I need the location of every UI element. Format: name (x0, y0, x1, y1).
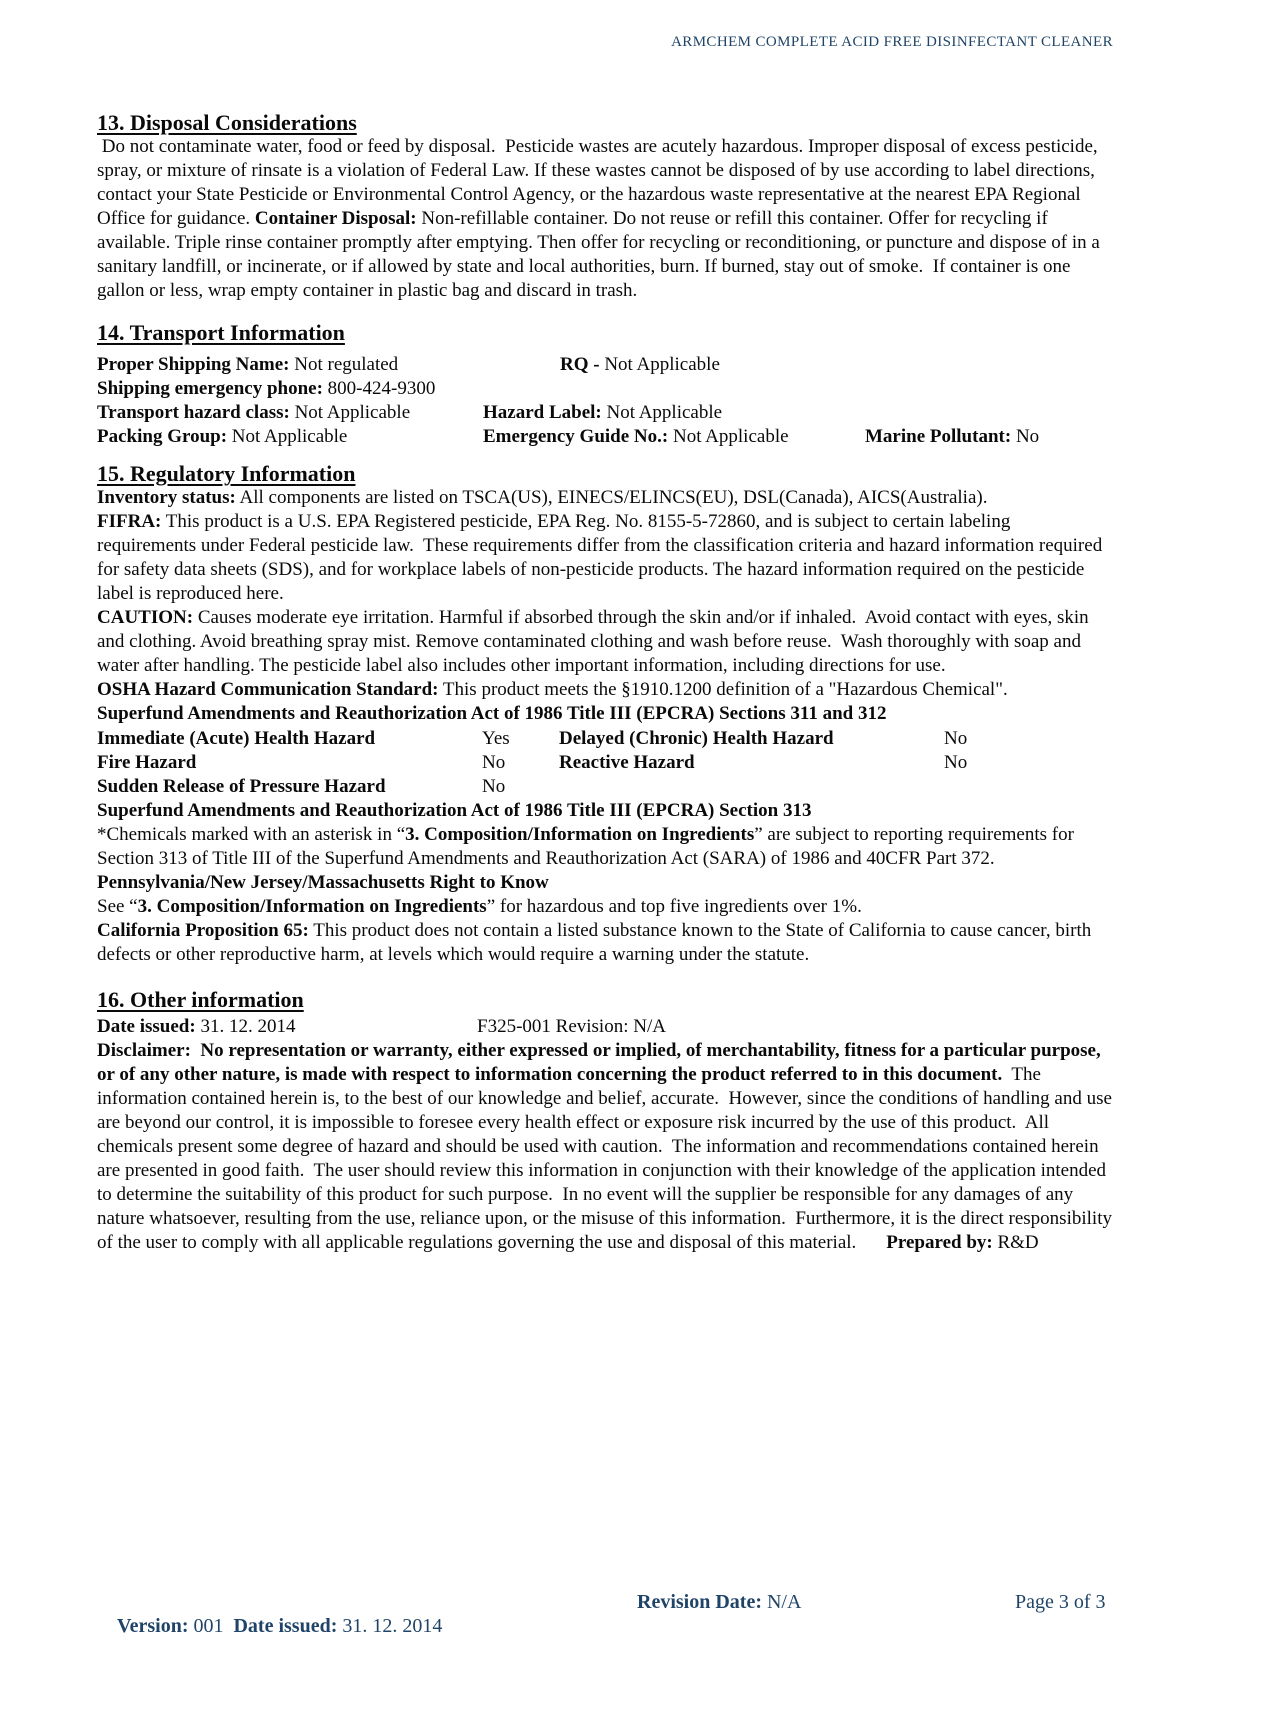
sara-313-heading: Superfund Amendments and Reauthorization Act of 1986 Title III (EPCRA) Section 313 (97, 800, 812, 821)
text-run: See “ (97, 896, 138, 917)
version-label: Version: (117, 1615, 189, 1637)
hazard-value: No (944, 728, 968, 749)
caution-paragraph (97, 606, 1113, 678)
hazard-label: Fire Hazard (97, 752, 197, 773)
text-run: ” are subject to reporting requirements for Section 313 of Title III of the Superfund Amendments and Reauthorization Act (SARA) of 1986 and 40CFR Part 372. (97, 824, 1079, 869)
date-issued-value: 31. 12. 2014 (195, 1016, 296, 1037)
fifra-text: This product is a U.S. EPA Registered pesticide, EPA Reg. No. 8155-5-72860, and is subject to certain labeling requirements under Federal pesticide law. These requirements differ from the classification criteria and hazard information required for safety data sheets (SDS), and for workplace labels of non-pesticide products. The hazard information required on the pesticide label is reproduced here. (97, 511, 1107, 604)
transport-row (97, 377, 1113, 401)
text-run: *Chemicals marked with an asterisk in “ (97, 824, 406, 845)
transport-hazard-class-value: Not Applicable (289, 402, 411, 423)
footer-version-field (117, 1615, 442, 1637)
transport-row (97, 353, 1113, 377)
table-row (97, 727, 1113, 751)
proper-shipping-name-label: Proper Shipping Name: (97, 354, 290, 375)
california-prop-65-paragraph (97, 919, 1113, 967)
inventory-status-paragraph (97, 486, 1113, 510)
prepared-by-label: Prepared by: (886, 1232, 993, 1253)
osha-label: OSHA Hazard Communication Standard: (97, 679, 439, 700)
hazard-label: Sudden Release of Pressure Hazard (97, 776, 386, 797)
fifra-label: FIFRA: (97, 511, 162, 532)
epcra-hazard-table (97, 727, 1113, 799)
section-15-heading: 15. Regulatory Information (97, 461, 356, 486)
right-to-know-heading: Pennsylvania/New Jersey/Massachusetts Right to Know (97, 872, 549, 893)
composition-reference: 3. Composition/Information on Ingredients (405, 824, 755, 845)
hazard-label: Delayed (Chronic) Health Hazard (559, 728, 834, 749)
section-14-heading: 14. Transport Information (97, 320, 345, 345)
hazard-value: No (482, 752, 506, 773)
date-issued-label: Date issued: (97, 1016, 196, 1037)
rq-label: RQ - (560, 354, 600, 375)
proper-shipping-name-value: Not regulated (289, 354, 399, 375)
document-header-title: ARMCHEM COMPLETE ACID FREE DISINFECTANT CLEANER (671, 34, 1113, 50)
rq-value: Not Applicable (599, 354, 720, 375)
hazard-label-label: Hazard Label: (483, 402, 602, 423)
caution-text: Causes moderate eye irritation. Harmful if absorbed through the skin and/or if inhaled. Avoid contact with eyes, skin and clothing. Avoid breathing spray mist. Remove contaminated clothing and wash before reuse. Wash thoroughly with soap and water after handling. The pesticide label also includes other important information, including directions for use. (97, 607, 1094, 676)
packing-group-label: Packing Group: (97, 426, 228, 447)
text-run: Non-refillable container. Do not reuse or refill this container. Offer for recycling if available. Triple rinse container promptly after emptying. Then offer for recycling or reconditioning, or puncture and dispose of in a sanitary landfill, or incinerate, or if allowed by state and local authorities, burn. If burned, stay out of smoke. If container is one gallon or less, wrap empty container in plastic bag and discard in trash. (97, 208, 1105, 301)
transport-hazard-class-label: Transport hazard class: (97, 402, 290, 423)
shipping-emergency-phone-value: 800-424-9300 (322, 378, 436, 399)
footer-date-issued-label: Date issued: (233, 1615, 338, 1637)
disposal-paragraph (97, 135, 1113, 303)
rq-field (560, 353, 720, 377)
revision-date-value: N/A (761, 1591, 802, 1613)
page-footer (97, 1590, 1113, 1710)
shipping-emergency-phone-label: Shipping emergency phone: (97, 378, 323, 399)
emergency-guide-field (483, 425, 789, 449)
california-prop-65-label: California Proposition 65: (97, 920, 309, 941)
emergency-guide-label: Emergency Guide No.: (483, 426, 669, 447)
emergency-guide-value: Not Applicable (668, 426, 789, 447)
hazard-value: No (944, 752, 968, 773)
text-run: Do not contaminate water, food or feed by disposal. Pesticide wastes are acutely hazardous. Improper disposal of excess pesticide, spray, or mixture of rinsate is a violation of Federal Law. If these wastes cannot be disposed of by use according to label directions, contact your State Pesticide or Environmental Control Agency, or the hazardous waste representative at the nearest EPA Regional Office for guidance. (97, 136, 1103, 229)
osha-paragraph (97, 678, 1113, 702)
caution-label: CAUTION: (97, 607, 194, 628)
table-row (97, 775, 1113, 799)
container-disposal-label: Container Disposal: (254, 208, 417, 229)
osha-text: This product meets the §1910.1200 definition of a "Hazardous Chemical". (438, 679, 1008, 700)
transport-info-block (97, 353, 1113, 449)
footer-date-issued-value: 31. 12. 2014 (337, 1615, 443, 1637)
spacer (223, 1615, 233, 1637)
hazard-label: Immediate (Acute) Health Hazard (97, 728, 376, 749)
composition-reference: 3. Composition/Information on Ingredients (137, 896, 487, 917)
marine-pollutant-label: Marine Pollutant: (865, 426, 1012, 447)
inventory-status-label: Inventory status: (97, 487, 236, 508)
text-run: ” for hazardous and top five ingredients over 1%. (486, 896, 862, 917)
section-16-heading: 16. Other information (97, 987, 304, 1012)
transport-row (97, 401, 1113, 425)
hazard-label-value: Not Applicable (601, 402, 723, 423)
footer-revision-date-field (637, 1590, 801, 1614)
disclaimer-bold-text: Disclaimer: No representation or warranty, either expressed or implied, of merchantability, fitness for a particular purpose, or of any other nature, is made with respect to information concerning the product referred to in this document. (97, 1040, 1106, 1085)
right-to-know-paragraph (97, 895, 1113, 919)
marine-pollutant-field (865, 425, 1039, 449)
section-13-heading: 13. Disposal Considerations (97, 110, 357, 135)
form-revision-value: F325-001 Revision: N/A (477, 1016, 666, 1037)
sara-313-paragraph (97, 823, 1113, 871)
revision-date-label: Revision Date: (637, 1591, 762, 1613)
table-row (97, 751, 1113, 775)
hazard-value: Yes (482, 728, 510, 749)
disclaimer-paragraph (97, 1039, 1117, 1255)
fifra-paragraph (97, 510, 1113, 606)
hazard-label: Reactive Hazard (559, 752, 695, 773)
hazard-value: No (482, 776, 506, 797)
marine-pollutant-value: No (1011, 426, 1040, 447)
version-value: 001 (188, 1615, 224, 1637)
packing-group-value: Not Applicable (227, 426, 348, 447)
prepared-by-value: R&D (992, 1232, 1039, 1253)
california-prop-65-text: This product does not contain a listed substance known to the State of California to cause cancer, birth defects or other reproductive harm, at levels which would require a warning under the statute. (97, 920, 1097, 965)
transport-row (97, 425, 1113, 449)
hazard-label-field (483, 401, 722, 425)
inventory-status-value: All components are listed on TSCA(US), EINECS/ELINCS(EU), DSL(Canada), AICS(Australia). (235, 487, 988, 508)
page-number: Page 3 of 3 (1015, 1591, 1106, 1613)
disclaimer-text: The information contained herein is, to the best of our knowledge and belief, accurate. However, since the conditions of handling and use are beyond our control, it is impossible to foresee every health effect or exposure risk incurred by the use of this product. All chemicals present some degree of hazard and should be used with caution. The information and recommendations contained herein are presented in good faith. The user should review this information in conjunction with their knowledge of the application intended to determine the suitability of this product for such purpose. In no event will the supplier be responsible for any damages of any nature whatsoever, resulting from the use, reliance upon, or the misuse of this information. Furthermore, it is the direct responsibility of the user to comply with all applicable regulations governing the use and disposal of this material. (97, 1064, 1117, 1253)
date-issued-row (97, 1015, 1113, 1039)
sara-311-312-heading: Superfund Amendments and Reauthorization Act of 1986 Title III (EPCRA) Sections 311 and 312 (97, 703, 887, 724)
